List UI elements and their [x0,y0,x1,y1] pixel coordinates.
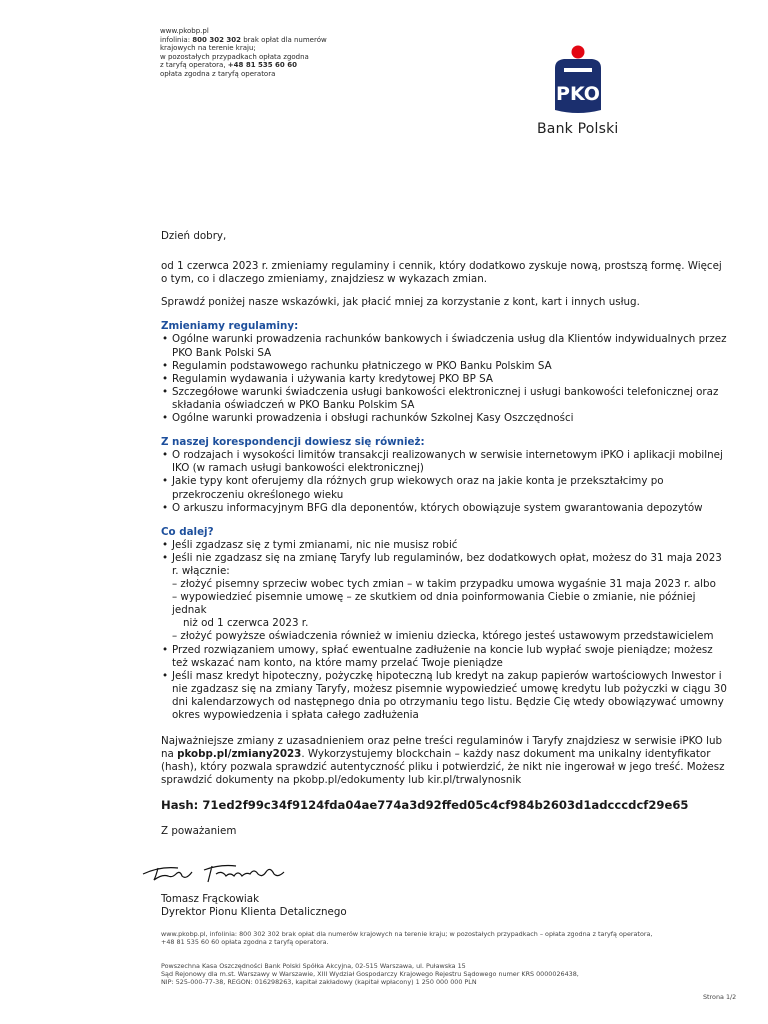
list-item: • Jeśli zgadzasz się z tymi zmianami, nic nie musisz robić [161,539,731,552]
signer-name: Tomasz Frąckowiak [161,893,260,905]
tips-paragraph: Sprawdź poniżej nasze wskazówki, jak płacić mniej za korzystanie z kont, kart i innych usług. [161,296,640,309]
footer-contact: www.pkobp.pl, infolinia: 800 302 302 brak opłat dla numerów krajowych na terenie kraju; w pozostałych przypadkach – opłata zgodna z taryfą operatora, +48 81 535 60 60 opłata zgodna z taryfą operatora. [161,930,653,946]
list-item: • Szczegółowe warunki świadczenia usługi bankowości elektronicznej i usługi bankowości telefonicznej oraz składania oświadczeń w PKO Banku Polskim SA [161,386,731,412]
logo-lettering: PKO [556,83,600,105]
sub-item: – złożyć pisemny sprzeciw wobec tych zmian – w takim przypadku umowa wygaśnie 31 maja 2023 r. albo [172,578,716,591]
list-item: • Regulamin wydawania i używania karty kredytowej PKO BP SA [161,373,731,386]
contact-hotline: infolinia: 800 302 302 brak opłat dla numerów [160,35,327,44]
list-item: • Jakie typy kont oferujemy dla różnych grup wiekowych oraz na jakie konta je przekształcimy po przekroczeniu określonego wieku [161,475,731,501]
list-item: • O arkuszu informacyjnym BFG dla deponentów, których obowiązuje system gwarantowania depozytów [161,502,731,515]
foreign-hotline-number[interactable]: +48 81 535 60 60 [227,61,297,70]
section-heading-next-steps: Co dalej? [161,525,214,538]
next-steps-list [161,539,731,722]
footer-company-info: Powszechna Kasa Oszczędności Bank Polski Spółka Akcyjna, 02-515 Warszawa, ul. Puławska 15 Sąd Rejonowy dla m.st. Warszawy w Warszawie, XIII Wydział Gospodarczy Krajowego Rejestru Sądowego numer KRS 0000026438, NIP: 525-000-77-38, REGON: 016298263, kapitał zakładowy (kapitał wpłacony) 1 250 000 000 PLN [161,962,579,986]
regulations-list [161,333,731,425]
regards: Z poważaniem [161,824,237,837]
changes-link[interactable]: pkobp.pl/zmiany2023 [177,748,302,761]
list-item: • Ogólne warunki prowadzenia i obsługi rachunków Szkolnej Kasy Oszczędności [161,412,731,425]
list-item: • Ogólne warunki prowadzenia rachunków bankowych i świadczenia usług dla Klientów indywidualnych przez PKO Bank Polski SA [161,333,731,359]
list-item: • Regulamin podstawowego rachunku płatniczego w PKO Banku Polskim SA [161,360,731,373]
list-item: • O rodzajach i wysokości limitów transakcji realizowanych w serwisie internetowym iPKO i aplikacji mobilnej IKO (w ramach usługi bankowości elektronicznej) [161,449,731,475]
signer-title: Dyrektor Pionu Klienta Detalicznego [161,906,347,918]
letter-body [161,230,731,838]
handwritten-signature [140,852,290,886]
page-number: Strona 1/2 [703,993,737,1001]
intro-paragraph: od 1 czerwca 2023 r. zmieniamy regulaminy i cennik, który dodatkowo zyskuje nową, prostszą formę. Więcej o tym, co i dlaczego zmieniamy, znajdziesz w wykazach zmian. [161,260,722,286]
signer-block [161,893,347,919]
bank-name: Bank Polski [537,121,619,137]
list-item: • Jeśli nie zgadzasz się na zmianę Taryfy lub regulaminów, bez dodatkowych opłat, możesz do 31 maja 2023 r. włącznie: – złożyć pisemny sprzeciw wobec tych zmian – w takim przypadku umowa wygaśnie 31 maja 2023 r. albo – wypowiedzieć pisemnie umowę – ze skutkiem od dnia poinformowania Ciebie o zmianie, nie później jednak niż od 1 czerwca 2023 r. – złożyć powyższe oświadczenia również w imieniu dziecka, którego jesteś ustawowym przedstawicielem [161,552,731,644]
section-heading-regulations: Zmieniamy regulaminy: [161,320,299,333]
document-hash: Hash: 71ed2f99c34f9124fda04ae774a3d92ffed05c4cf984b2603d1adcccdcf29e65 [161,798,689,813]
greeting: Dzień dobry, [161,230,227,242]
sub-item: – wypowiedzieć pisemnie umowę – ze skutkiem od dnia poinformowania Ciebie o zmianie, nie później jednak [172,591,696,617]
header-contact: www.pkobp.pl infolinia: 800 302 302 brak opłat dla numerów krajowych na terenie kraju; w pozostałych przypadkach opłata zgodna z taryfą operatora, +48 81 535 60 60 opłata zgodna z taryfą operatora [160,27,380,79]
sub-item-continuation: niż od 1 czerwca 2023 r. [183,617,309,630]
section-heading-correspondence: Z naszej korespondencji dowiesz się również: [161,436,425,449]
contact-website[interactable]: www.pkobp.pl [160,27,209,35]
hotline-number[interactable]: 800 302 302 [192,35,241,44]
closing-paragraph: Najważniejsze zmiany z uzasadnieniem oraz pełne treści regulaminów i Taryfy znajdziesz w serwisie iPKO lub na pkobp.pl/zmiany2023. Wykorzystujemy blockchain – każdy nasz dokument ma unikalny identyfikator (hash), który pozwala sprawdzić autentyczność pliku i potwierdzić, że nikt nie ingerował w jego treść. Możesz sprawdzić dokumenty na pkobp.pl/edokumenty lub kir.pl/trwalynosnik [161,735,725,787]
correspondence-list [161,449,731,514]
list-item: • Jeśli masz kredyt hipoteczny, pożyczkę hipoteczną lub kredyt na zakup papierów wartościowych Inwestor i nie zgadzasz się na zmiany Taryfy, możesz pisemnie wypowiedzieć umowę kredytu lub pożyczki w ciągu 30 dni kalendarzowych od następnego dnia po otrzymaniu tego listu. Będzie Cię wtedy obowiązywać umowny okres wypowiedzenia i spłata całego zadłużenia [161,670,731,722]
sub-item: – złożyć powyższe oświadczenia również w imieniu dziecka, którego jesteś ustawowym przedstawicielem [172,630,714,643]
list-item: • Przed rozwiązaniem umowy, spłać ewentualne zadłużenie na koncie lub wypłać swoje pieniądze; możesz też wskazać nam konto, na które mamy przelać Twoje pieniądze [161,644,731,670]
